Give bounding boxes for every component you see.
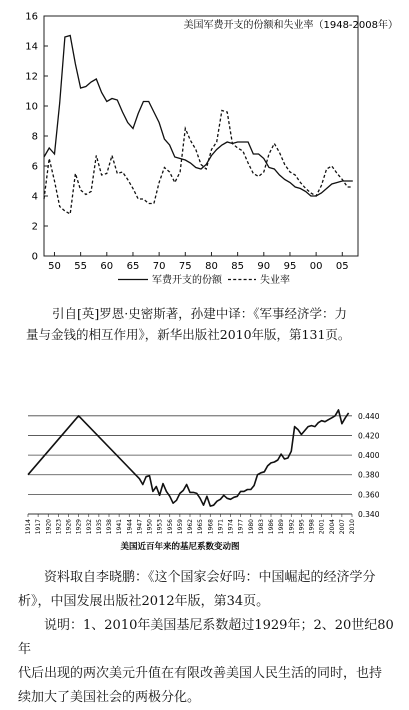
x-tick-label: 85 xyxy=(231,261,245,272)
x-tick-label: 00 xyxy=(309,261,323,272)
x-tick-label: 1974 xyxy=(227,519,235,535)
x-tick-label: 55 xyxy=(74,261,88,272)
x-tick-label: 1923 xyxy=(55,519,63,535)
y-tick-label: 0.360 xyxy=(358,490,380,500)
x-tick-label: 1926 xyxy=(65,519,73,535)
chart1-citation xyxy=(26,303,396,345)
gini-coefficient-chart xyxy=(0,396,409,556)
gini-line xyxy=(28,410,349,506)
x-tick-label: 1995 xyxy=(298,519,306,535)
y-tick-label: 2 xyxy=(31,221,38,233)
x-tick-label: 95 xyxy=(283,261,297,272)
x-tick-label: 70 xyxy=(152,261,166,272)
x-tick-label: 2007 xyxy=(338,519,346,535)
x-tick-label: 1980 xyxy=(247,519,255,535)
unemployment-line xyxy=(44,111,353,215)
x-tick-label: 05 xyxy=(335,261,349,272)
y-tick-label: 10 xyxy=(25,101,38,113)
x-tick-label: 90 xyxy=(257,261,271,272)
y-tick-label: 14 xyxy=(25,41,38,53)
y-tick-label: 16 xyxy=(25,11,38,23)
x-tick-label: 2010 xyxy=(349,519,356,535)
x-tick-label: 60 xyxy=(100,261,114,272)
x-tick-label: 1920 xyxy=(45,519,53,535)
y-tick-label: 0.440 xyxy=(358,411,380,421)
source-line: 资料取自李晓鹏：《这个国家会好吗：中国崛起的经济学分 xyxy=(44,570,376,585)
y-tick-label: 8 xyxy=(31,131,38,143)
y-tick-label: 0.380 xyxy=(358,470,380,480)
x-tick-label: 1971 xyxy=(217,519,225,535)
x-tick-label: 1998 xyxy=(308,519,316,535)
x-tick-label: 1947 xyxy=(136,519,144,535)
x-tick-label: 1944 xyxy=(126,519,134,535)
chart2-series xyxy=(28,410,349,506)
y-tick-label: 0.400 xyxy=(358,451,380,461)
x-tick-label: 1914 xyxy=(25,519,32,535)
legend-label: 失业率 xyxy=(260,275,290,286)
x-tick-label: 1950 xyxy=(146,519,154,535)
note-line: 续加大了美国社会的两极分化。 xyxy=(18,690,201,705)
note-line: 说明：1、2010年美国基尼系数超过1929年；2、20世纪80年 xyxy=(18,618,394,657)
y-tick-label: 6 xyxy=(31,161,38,173)
citation-line: 量与金钱的相互作用》，新华出版社2010年版，第131页。 xyxy=(26,327,351,342)
legend-label: 军费开支的份额 xyxy=(152,275,222,286)
x-tick-label: 2001 xyxy=(318,519,326,535)
x-tick-label: 1959 xyxy=(176,519,184,535)
x-tick-label: 1932 xyxy=(85,519,93,535)
x-tick-label: 1917 xyxy=(35,519,43,535)
y-tick-label: 0 xyxy=(31,251,38,263)
chart2-axes xyxy=(25,412,380,534)
x-tick-label: 1935 xyxy=(95,519,103,535)
x-tick-label: 1992 xyxy=(288,519,296,535)
y-tick-label: 0.340 xyxy=(358,510,380,519)
x-tick-label: 1983 xyxy=(257,519,265,535)
military-unemployment-chart xyxy=(0,0,409,292)
x-tick-label: 50 xyxy=(48,261,61,272)
chart1-series xyxy=(44,36,353,215)
military-spending-line xyxy=(44,36,353,197)
chart1-legend xyxy=(118,273,290,286)
source-line: 析》，中国发展出版社2012年版，第34页。 xyxy=(18,594,270,609)
x-tick-label: 75 xyxy=(178,261,192,272)
plot-frame xyxy=(44,16,358,256)
y-tick-label: 0.420 xyxy=(358,431,380,441)
x-tick-label: 80 xyxy=(205,261,218,272)
x-tick-label: 1929 xyxy=(75,519,83,535)
chart2-title: 美国近百年来的基尼系数变动图 xyxy=(120,542,240,552)
citation-line: 引自[英]罗恩·史密斯著，孙建中译：《军事经济学：力 xyxy=(52,306,347,321)
x-tick-label: 2004 xyxy=(328,519,336,535)
x-tick-label: 1977 xyxy=(237,519,245,535)
x-tick-label: 1953 xyxy=(156,519,164,535)
x-tick-label: 65 xyxy=(126,261,140,272)
chart2-notes xyxy=(18,566,400,710)
x-tick-label: 1989 xyxy=(278,519,286,535)
x-tick-label: 1956 xyxy=(166,519,174,535)
x-tick-label: 1938 xyxy=(106,519,113,535)
x-tick-label: 1986 xyxy=(268,519,275,535)
chart1-title: 美国军费开支的份额和失业率（1948-2008年） xyxy=(183,20,398,31)
x-tick-label: 1962 xyxy=(187,519,194,535)
note-line: 代后出现的两次美元升值在有限改善美国人民生活的同时，也持 xyxy=(18,666,383,681)
x-tick-label: 1941 xyxy=(116,519,124,535)
y-tick-label: 12 xyxy=(25,71,38,83)
x-tick-label: 1965 xyxy=(197,519,205,535)
x-tick-label: 1968 xyxy=(207,519,215,535)
y-tick-label: 4 xyxy=(31,191,38,203)
